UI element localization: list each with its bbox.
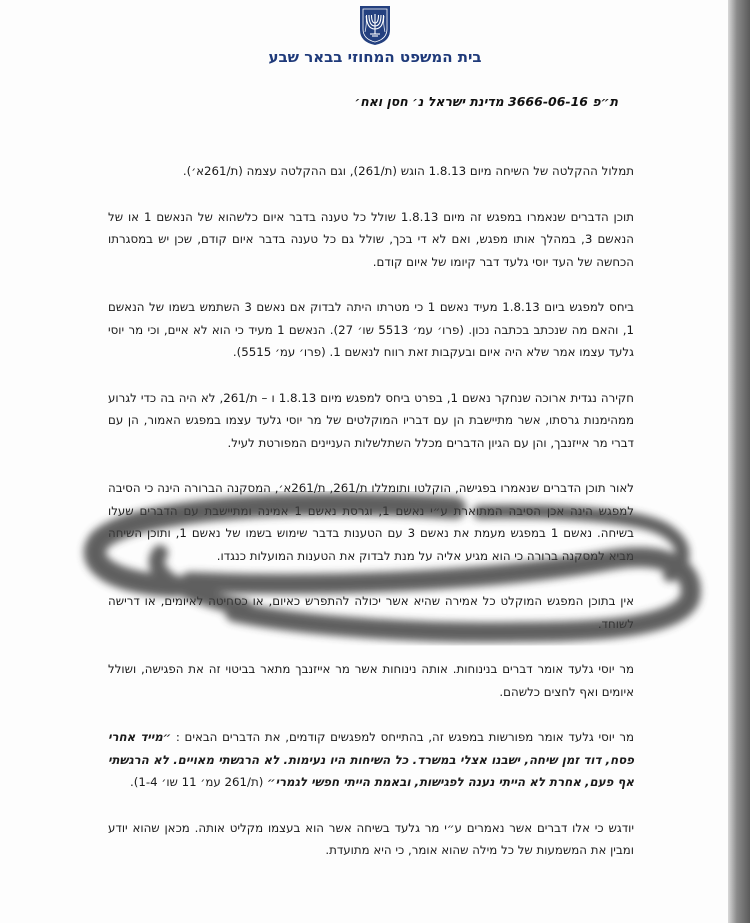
paragraph: יודגש כי אלו דברים אשר נאמרים ע״י מר גלעד בשיחה אשר הוא בעצמו מקליט אותה. מכאן שהוא יודע ומבין את המשמעות של כל מילה שהוא אומר, כי היא מתועדת. — [108, 820, 634, 857]
quote-citation: (ת/261 עמ׳ 11 שו׳ 1-4). — [130, 775, 268, 789]
case-title: ת״פ 3666-06-16 מדינת ישראל נ׳ חסן ואח׳ — [354, 94, 618, 109]
paragraph: ביחס למפגש ביום 1.8.13 מעיד נאשם 1 כי מטרתו היתה לבדוק אם נאשם 3 השתמש בשמו של הנאשם 1, והאם מה שנכתב בכתבה נכון. (פרו׳ עמ׳ 5513 שו׳ 27). הנאשם 1 מעיד כי הוא לא איים, וכי מר יוסי גלעד עצמו אמר שלא היה איום ובעקבות זאת רווח לנאשם 1. (פרו׳ עמ׳ 5515). — [108, 300, 634, 359]
quoted-testimony: ״מייד אחרי פסח, דוד זמן שיחה, ישבנו אצלי במשרד. כל השיחות היו נעימות. לא הרגשתי מאויים. לא הרגשתי אף פעם, אחרת לא הייתי נענה לפגישות, ובאמת הייתי חפשי לגמרי״ — [108, 730, 634, 789]
paragraph: תמלול ההקלטה של השיחה מיום 1.8.13 הוגש (ת/261), וגם ההקלטה עצמה (ת/261א׳). — [182, 164, 634, 178]
document-body — [108, 160, 634, 885]
paragraph: חקירה נגדית ארוכה שנחקר נאשם 1, בפרט ביחס למפגש מיום 1.8.13 ו – ת/261, לא היה בה כדי לגרוע ממהימנות גרסתו, אשר מתיישבת הן עם דבריו המוקלטים של מר יוסי גלעד עצמו במפגש האמור, הן עם דברי מר אייזנבך, והן עם הגיון הדברים מכלל השתלשלות העניינים המפורטת לעיל. — [108, 390, 634, 450]
paragraph-with-quote — [108, 726, 634, 794]
page-edge — [728, 0, 750, 923]
paragraph: מר יוסי גלעד אומר דברים בנינוחות. אותה נינוחות אשר מר אייזנבך מתאר בביטוי זה את הפגישה, ושולל איומים ואף לחצים כלשהם. — [108, 662, 634, 699]
quote-lead: מר יוסי גלעד אומר מפורשות במפגש זה, בהתייחס למפגשים קודמים, את הדברים הבאים : — [171, 730, 634, 744]
paragraph: תוכן הדברים שנאמרו במפגש זה מיום 1.8.13 שולל כל טענה בדבר איום כלשהוא של הנאשם 1 או של הנאשם 3, במהלך אותו מפגש, ואם לא די בכך, שולל גם כל טענה בדבר איום קודם, שכן יש במסגרתו הכחשה של העד יוסי גלעד דבר קיומו של איום קודם. — [108, 209, 634, 269]
paragraph: אין בתוכן המפגש המוקלט כל אמירה שהיא אשר יכולה להתפרש כאיום, או כסחיטה לאיומים, או דרישה לשוחד. — [108, 594, 634, 631]
state-emblem-icon — [358, 4, 392, 46]
paragraph: לאור תוכן הדברים שנאמרו בפגישה, הוקלטו ותומללו ת/261, ת/261א׳, המסקנה הברורה הינה כי הסיבה למפגש הינה אכן הסיבה המתוארת ע״י נאשם 1, וגרסת נאשם 1 אמינה ומתיישבת עם הדברים שעלו בשיחה. נאשם 1 במפגש מעמת את נאשם 3 עם הטענות בדבר שימוש בשמו של נאשם 1, ותוכן השיחה מביא למסקנה ברורה כי הוא מגיע אליה על מנת לבדוק את הטענות המועלות כנגדו. — [108, 481, 634, 563]
court-name: בית המשפט המחוזי בבאר שבע — [268, 48, 482, 66]
